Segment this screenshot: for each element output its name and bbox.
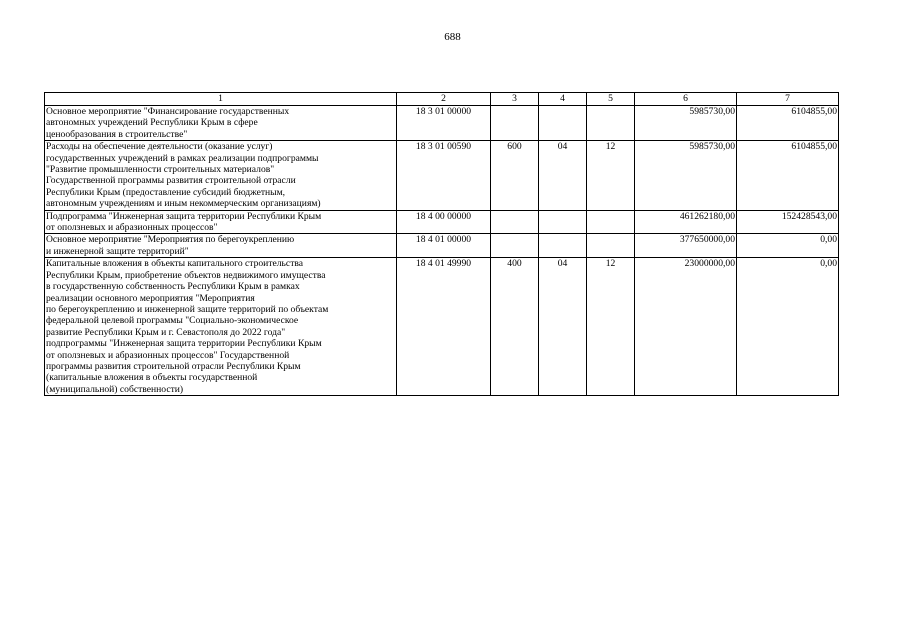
row-code: 18 3 01 00000 (397, 106, 491, 141)
header-row (45, 93, 839, 106)
table-row (45, 141, 839, 210)
column-header-1: 1 (45, 93, 397, 106)
row-amount-col6: 377650000,00 (635, 234, 737, 258)
row-code: 18 3 01 00590 (397, 141, 491, 210)
row-amount-col6: 5985730,00 (635, 141, 737, 210)
row-col5: 12 (587, 258, 635, 396)
row-amount-col7: 6104855,00 (737, 106, 839, 141)
row-col5 (587, 106, 635, 141)
row-col4: 04 (539, 141, 587, 210)
table-row (45, 258, 839, 396)
column-header-2: 2 (397, 93, 491, 106)
column-header-3: 3 (491, 93, 539, 106)
row-col4 (539, 106, 587, 141)
row-name: Подпрограмма "Инженерная защита территории Республики Крым от оползневых и абразионных процессов" (45, 210, 397, 234)
row-col5: 12 (587, 141, 635, 210)
column-header-7: 7 (737, 93, 839, 106)
column-header-4: 4 (539, 93, 587, 106)
row-amount-col7: 0,00 (737, 234, 839, 258)
row-name: Основное мероприятие "Финансирование государственных автономных учреждений Республики Крым в сфере ценообразования в строительстве" (45, 106, 397, 141)
row-col5 (587, 210, 635, 234)
page-number: 688 (444, 31, 461, 43)
row-name: Капитальные вложения в объекты капитального строительства Республики Крым, приобретение объектов недвижимого имущества в государственную собственность Республики Крым в рамках реализации основного мероприятия "Мероприятия по берегоукреплению и инженерной защите территорий по объектам федеральной целевой программы "Социально-экономическое развитие Республики Крым и г. Севастополя до 2022 года" подпрограммы "Инженерная защита территории Республики Крым от оползневых и абразионных процессов" Государственной программы развития строительной отрасли Республики Крым (капитальные вложения в объекты государственной (муниципальной) собственности) (45, 258, 397, 396)
column-header-6: 6 (635, 93, 737, 106)
row-code: 18 4 00 00000 (397, 210, 491, 234)
row-col3 (491, 106, 539, 141)
row-amount-col6: 5985730,00 (635, 106, 737, 141)
row-col5 (587, 234, 635, 258)
table-row (45, 210, 839, 234)
row-col3 (491, 234, 539, 258)
row-amount-col6: 23000000,00 (635, 258, 737, 396)
row-name: Расходы на обеспечение деятельности (оказание услуг) государственных учреждений в рамках реализации подпрограммы "Развитие промышленности строительных материалов" Государственной программы развития строительной отрасли Республики Крым (предоставление субсидий бюджетным, автономным учреждениям и иным некоммерческим организациям) (45, 141, 397, 210)
row-col3: 400 (491, 258, 539, 396)
row-col3: 600 (491, 141, 539, 210)
table-row (45, 234, 839, 258)
row-col4 (539, 234, 587, 258)
budget-table (44, 92, 839, 396)
row-name: Основное мероприятие "Мероприятия по берегоукреплению и инженерной защите территорий" (45, 234, 397, 258)
row-amount-col7: 0,00 (737, 258, 839, 396)
row-amount-col7: 6104855,00 (737, 141, 839, 210)
row-code: 18 4 01 49990 (397, 258, 491, 396)
row-code: 18 4 01 00000 (397, 234, 491, 258)
row-col3 (491, 210, 539, 234)
row-col4 (539, 210, 587, 234)
row-amount-col7: 152428543,00 (737, 210, 839, 234)
row-amount-col6: 461262180,00 (635, 210, 737, 234)
column-header-5: 5 (587, 93, 635, 106)
table-row (45, 106, 839, 141)
row-col4: 04 (539, 258, 587, 396)
